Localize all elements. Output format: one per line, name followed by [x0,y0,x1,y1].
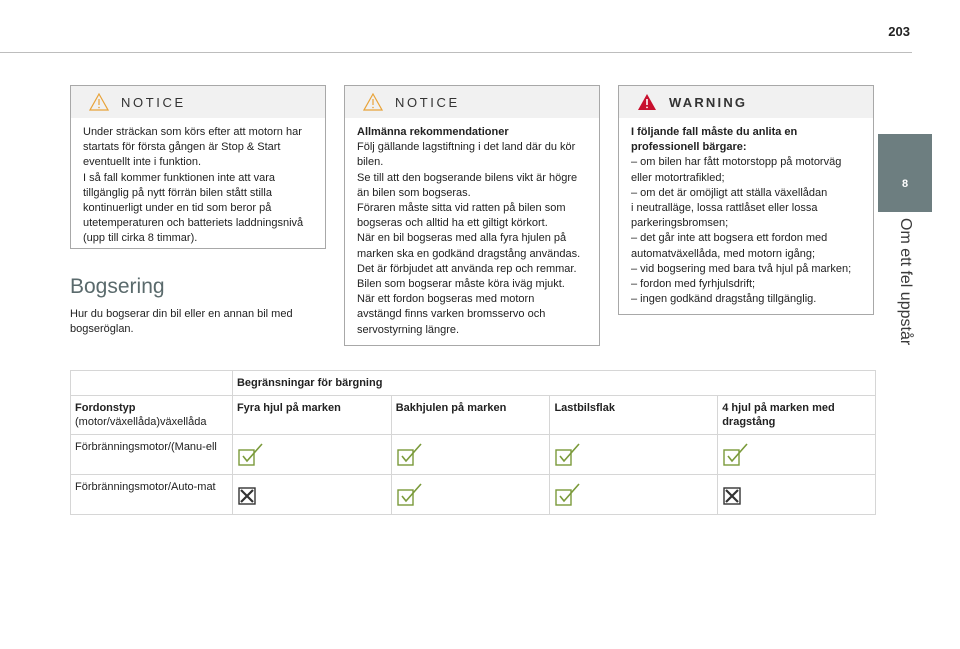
vehicle-type-label: Förbränningsmotor/(Manu-ell [75,441,217,453]
warning-header [619,86,873,118]
row-vehicle-type [71,475,233,515]
allowed-check-icon [554,483,582,507]
notice-box-stop-start [70,85,326,249]
cell-status [550,475,718,515]
notice-line: Under sträckan som körs efter att motorn har [83,126,302,138]
notice-header [345,86,599,118]
notice-line: Följ gällande lagstiftning i det land där du kör [357,141,576,154]
notice-box-towing [344,85,600,346]
warning-title-line: I följande fall måste du anlita en [631,126,798,138]
table-group-header: Begränsningar för bärgning [232,371,875,396]
notice-line: När ett fordon bogseras med motorn [357,293,535,306]
allowed-check-icon [722,443,750,467]
warning-line: – fordon med fyrhjulsdrift; [631,278,756,291]
cell-status [718,435,876,475]
notice-line: Det är förbjudet att använda rep och remmar. [357,262,577,275]
notice-line: marken ska en godkänd dragstång användas. [357,247,581,260]
table-row [71,475,876,515]
warning-line: – det går inte att bogsera ett fordon med [631,232,828,245]
vehicle-type-subheader: (motor/växellåda)växellåda [75,416,207,428]
notice-line: tillgänglig på nytt förrän bilen stått stilla [83,186,272,199]
notice-label: NOTICE [121,94,186,110]
cell-status [391,475,550,515]
warning-line: – vid bogsering med bara två hjul på marken; [631,262,852,275]
notice-line: eventuellt inte i funktion. [83,156,202,169]
notice-line: kontinuerligt under en tid som beror på [83,202,272,215]
allowed-check-icon [396,443,424,467]
table-corner-cell [71,371,233,396]
allowed-check-icon [237,443,265,467]
intro-line: bogseröglan. [70,323,134,335]
chapter-title: Om ett fel uppstår [897,218,914,346]
warning-line: eller motortrafikled; [631,171,725,184]
notice-line: (upp till cirka 8 timmar). [83,232,198,245]
warning-triangle-icon [637,93,657,111]
notice-line: startats för första gången är Stop & Start [83,141,281,154]
notice-line: än bilen som bogseras. [357,186,471,199]
allowed-check-icon [554,443,582,467]
column-header: 4 hjul på marken med dragstång [718,396,876,435]
warning-line: automatväxellåda, med motorn igång; [631,247,816,260]
warning-line: – ingen godkänd dragstång tillgänglig. [631,293,817,306]
notice-triangle-icon [89,93,109,111]
cell-status [718,475,876,515]
notice-triangle-icon [363,93,383,111]
notice-line: utetemperaturen och batteriets laddningsnivå [83,217,304,230]
section-heading: Bogsering [70,275,165,298]
chapter-tab: 8 [878,134,932,212]
forbidden-cross-icon [237,483,265,507]
warning-line: i neutralläge, lossa rattlåset eller lossa [631,202,818,215]
notice-header [71,86,325,118]
page-number: 203 [888,24,910,39]
warning-title-line: professionell bärgare: [631,141,747,154]
column-header: Lastbilsflak [550,396,718,435]
warning-box-professional-tow [618,85,874,315]
warning-line: parkeringsbromsen; [631,217,729,230]
forbidden-cross-icon [722,483,750,507]
allowed-check-icon [396,483,424,507]
towing-restrictions-table [70,370,876,515]
notice-text [71,118,325,247]
cell-status [232,435,391,475]
header-divider [0,52,912,53]
intro-line: Hur du bogserar din bil eller en annan bil med [70,308,293,320]
notice-text [345,118,599,338]
vehicle-type-label: Förbränningsmotor/Auto-mat [75,481,216,493]
table-row [71,435,876,475]
warning-line: – om det är omöjligt att ställa växellådan [631,186,828,199]
warning-line: – om bilen har fått motorstopp på motorväg [631,156,842,169]
vehicle-type-header: Fordonstyp [75,402,136,414]
column-header: Fyra hjul på marken [232,396,391,435]
column-header: Bakhjulen på marken [391,396,550,435]
notice-line: bogseras och alltid ha ett giltigt körkort. [357,217,548,230]
row-vehicle-type [71,435,233,475]
notice-line: När en bil bogseras med alla fyra hjulen på [357,232,567,245]
table-header-row [71,396,876,435]
warning-label: WARNING [669,94,748,110]
notice-line: servostyrning längre. [357,323,460,336]
cell-status [232,475,391,515]
cell-status [550,435,718,475]
notice-line: Föraren måste sitta vid ratten på bilen som [357,202,566,215]
notice-line: Se till att den bogserande bilens vikt är högre [357,171,578,184]
section-intro [70,307,330,337]
chapter-title-area [878,212,932,362]
notice-line: Bilen som bogserar måste köra iväg mjukt. [357,278,565,291]
notice-line: I så fall kommer funktionen inte att vara [83,171,275,184]
warning-text [619,118,873,307]
cell-status [391,435,550,475]
notice-line: bilen. [357,156,384,169]
table-group-header-row [71,371,876,396]
table-first-col-header [71,396,233,435]
notice-line: avstängd finns varken bromsservo och [357,308,546,321]
notice-label: NOTICE [395,94,460,110]
notice-title: Allmänna rekommendationer [357,126,509,138]
